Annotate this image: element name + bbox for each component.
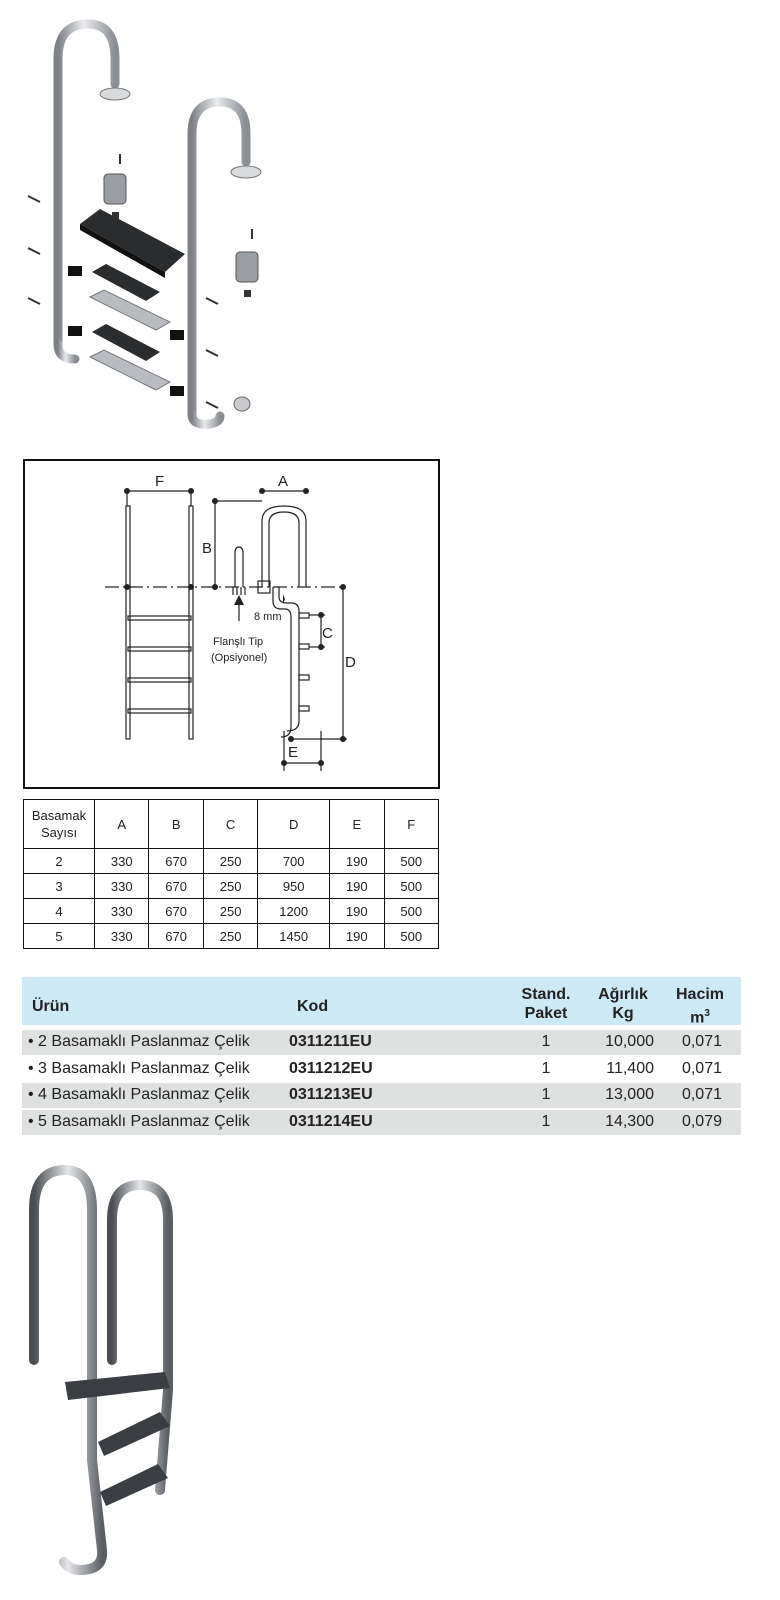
ladder-product-photo — [20, 1150, 420, 1590]
dimension-row — [24, 899, 439, 924]
col-header-e: E — [330, 800, 384, 849]
product-name: • 3 Basamaklı Paslanmaz Çelik — [28, 1060, 250, 1077]
dimension-cell: 1200 — [258, 899, 330, 924]
col-header-f: F — [384, 800, 439, 849]
product-row — [22, 1083, 741, 1108]
product-row — [22, 1030, 741, 1055]
dimension-cell: 190 — [330, 924, 384, 949]
product-weight: 14,300 — [605, 1113, 654, 1130]
dimension-cell: 2 — [24, 849, 95, 874]
exploded-ladder-illustration — [20, 14, 300, 434]
dim-label-e: E — [288, 744, 299, 761]
header-pack-line2: Paket — [524, 1005, 568, 1022]
col-header-d: D — [258, 800, 330, 849]
product-volume: 0,071 — [681, 1060, 722, 1077]
product-pack: 1 — [541, 1086, 551, 1103]
product-volume: 0,079 — [681, 1113, 722, 1130]
dimension-cell: 4 — [24, 899, 95, 924]
dimension-cell: 330 — [95, 899, 149, 924]
dimension-cell: 250 — [203, 924, 257, 949]
technical-drawing — [23, 459, 440, 789]
product-volume: 0,071 — [681, 1086, 722, 1103]
dimension-cell: 250 — [203, 899, 257, 924]
dim-label-d: D — [345, 654, 356, 671]
product-code: 0311213EU — [289, 1086, 373, 1103]
header-weight-line1: Ağırlık — [598, 986, 648, 1003]
dimension-cell: 330 — [95, 924, 149, 949]
dim-label-f: F — [155, 473, 165, 490]
header-weight — [592, 985, 654, 1023]
header-code: Kod — [297, 998, 329, 1015]
header-volume-line1: Hacim — [675, 986, 725, 1003]
dimension-table — [23, 799, 439, 949]
product-code: 0311212EU — [289, 1060, 373, 1077]
dimension-cell: 670 — [149, 874, 203, 899]
product-code: 0311214EU — [289, 1113, 373, 1130]
step-count-header-line2: Sayısı — [40, 825, 78, 840]
dimension-cell: 950 — [258, 874, 330, 899]
dimension-cell: 250 — [203, 849, 257, 874]
dimension-cell: 330 — [95, 874, 149, 899]
dimension-cell: 190 — [330, 849, 384, 874]
product-name: • 4 Basamaklı Paslanmaz Çelik — [28, 1086, 250, 1103]
product-code: 0311211EU — [289, 1033, 372, 1050]
header-product: Ürün — [32, 998, 70, 1015]
dimension-cell: 500 — [384, 924, 439, 949]
product-weight: 10,000 — [605, 1033, 654, 1050]
product-row — [22, 1057, 741, 1082]
dimension-cell: 670 — [149, 899, 203, 924]
dimension-row — [24, 849, 439, 874]
dim-label-c: C — [322, 625, 333, 642]
col-header-a: A — [95, 800, 149, 849]
product-name: • 2 Basamaklı Paslanmaz Çelik — [28, 1033, 250, 1050]
dimension-cell: 500 — [384, 874, 439, 899]
product-weight: 13,000 — [605, 1086, 654, 1103]
dimension-row — [24, 924, 439, 949]
header-volume — [670, 985, 730, 1027]
dimension-table-header — [24, 800, 439, 849]
dim-label-a: A — [278, 473, 289, 490]
dimension-row — [24, 874, 439, 899]
gap-label: 8 mm — [254, 611, 282, 623]
dimension-cell: 190 — [330, 899, 384, 924]
dimension-cell: 670 — [149, 924, 203, 949]
dimension-cell: 700 — [258, 849, 330, 874]
ladder-treads — [68, 209, 185, 396]
dimension-cell: 190 — [330, 874, 384, 899]
header-volume-sup: 3 — [704, 1008, 710, 1019]
header-weight-line2: Kg — [612, 1005, 634, 1022]
product-pack: 1 — [541, 1060, 551, 1077]
col-header-b: B — [149, 800, 203, 849]
dimension-cell: 500 — [384, 849, 439, 874]
product-pack: 1 — [541, 1033, 551, 1050]
col-header-c: C — [203, 800, 257, 849]
step-count-header — [24, 800, 95, 849]
product-row — [22, 1110, 741, 1135]
dimension-cell: 1450 — [258, 924, 330, 949]
header-volume-line2: m — [690, 1009, 705, 1027]
header-pack — [517, 985, 575, 1023]
dim-label-b: B — [202, 540, 213, 557]
dimension-cell: 330 — [95, 849, 149, 874]
step-count-header-line1: Basamak — [31, 808, 87, 823]
dimension-cell: 5 — [24, 924, 95, 949]
product-name: • 5 Basamaklı Paslanmaz Çelik — [28, 1113, 250, 1130]
product-volume: 0,071 — [681, 1033, 722, 1050]
product-table-header — [22, 977, 741, 1025]
header-pack-line1: Stand. — [521, 986, 571, 1003]
flange-label-line2: (Opsiyonel) — [211, 652, 268, 664]
escutcheon-left — [100, 88, 130, 100]
product-pack: 1 — [541, 1113, 551, 1130]
dimension-cell: 250 — [203, 874, 257, 899]
dimension-cell: 3 — [24, 874, 95, 899]
product-weight: 11,400 — [606, 1060, 654, 1077]
flange-label-line1: Flanşlı Tip — [213, 636, 264, 648]
dimension-cell: 500 — [384, 899, 439, 924]
dimension-cell: 670 — [149, 849, 203, 874]
escutcheon-right — [231, 166, 261, 178]
